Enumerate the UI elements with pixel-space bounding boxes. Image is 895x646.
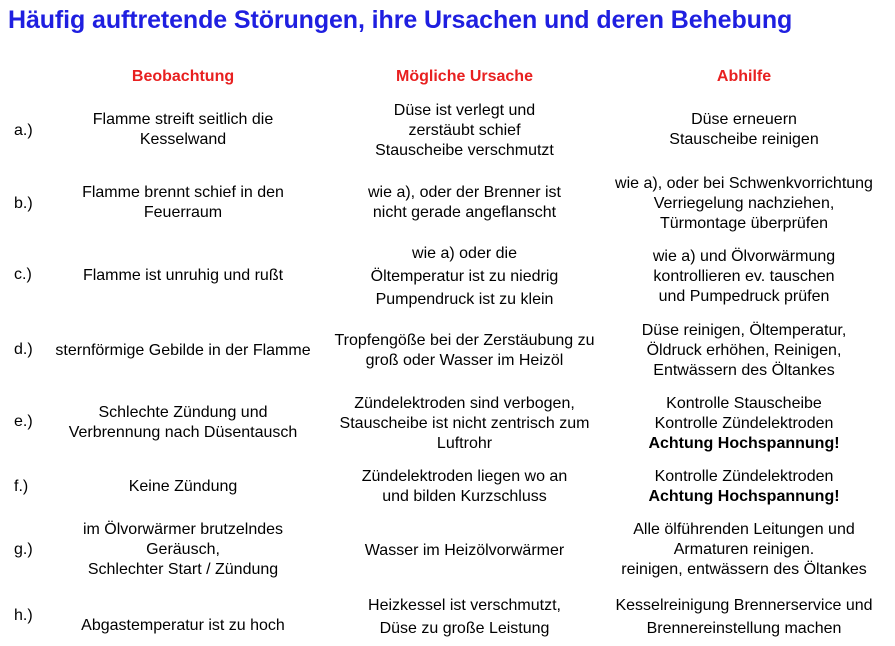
- observation-line: Geräusch,: [146, 541, 220, 558]
- remedy-line: Alle ölführenden Leitungen und: [633, 521, 855, 538]
- observation-line: Schlechter Start / Zündung: [87, 561, 279, 578]
- remedy-line: Kontrolle Zündelektroden: [654, 415, 834, 432]
- cause-cell: [322, 101, 607, 161]
- remedy-line: und Pumpedruck prüfen: [658, 288, 830, 305]
- observation-cell: [40, 520, 326, 580]
- row-letter: g.): [14, 541, 33, 558]
- observation-line: im Ölvorwärmer brutzelndes: [82, 521, 284, 538]
- observation-line: Flamme ist unruhig und rußt: [82, 267, 284, 284]
- cause-line: Öltemperatur ist zu niedrig: [370, 268, 559, 285]
- cause-line: Düse zu große Leistung: [379, 620, 550, 637]
- high-voltage-warning: Achtung Hochspannung!: [648, 435, 840, 452]
- remedy-line: Türmontage überprüfen: [659, 215, 829, 232]
- remedy-cell: [600, 247, 888, 307]
- row-letter: h.): [14, 607, 33, 624]
- header-cause: Mögliche Ursache: [396, 68, 533, 85]
- remedy-line: wie a) und Ölvorwärmung: [652, 248, 836, 265]
- high-voltage-warning: Achtung Hochspannung!: [648, 488, 840, 505]
- remedy-cell: [600, 110, 888, 150]
- remedy-cell: [600, 174, 888, 234]
- remedy-line: Öldruck erhöhen, Reinigen,: [646, 342, 842, 359]
- observation-cell: [40, 341, 326, 361]
- observation-cell: [40, 477, 326, 497]
- remedy-line: Entwässern des Öltankes: [653, 362, 835, 379]
- cause-line: Heizkessel ist verschmutzt,: [368, 597, 561, 614]
- cause-line: groß oder Wasser im Heizöl: [365, 352, 564, 369]
- remedy-line: Verriegelung nachziehen,: [653, 195, 835, 212]
- remedy-cell: [600, 394, 888, 454]
- observation-line: Kesselwand: [139, 131, 227, 148]
- page-title: Häufig auftretende Störungen, ihre Ursachen und deren Behebung: [8, 6, 793, 34]
- cause-cell: [322, 541, 607, 561]
- observation-line: Verbrennung nach Düsentausch: [68, 424, 298, 441]
- cause-line: Luftrohr: [436, 435, 493, 452]
- cause-line: Stauscheibe ist nicht zentrisch zum: [339, 415, 590, 432]
- cause-line: Stauscheibe verschmutzt: [375, 142, 554, 159]
- remedy-line: wie a), oder bei Schwenkvorrichtung: [615, 175, 873, 192]
- cause-line: Tropfengöße bei der Zerstäubung zu: [334, 332, 595, 349]
- remedy-cell: [600, 594, 888, 640]
- cause-line: nicht gerade angeflanscht: [372, 204, 557, 221]
- remedy-cell: [600, 321, 888, 381]
- row-letter: a.): [14, 122, 33, 139]
- observation-line: Abgastemperatur ist zu hoch: [81, 617, 285, 634]
- remedy-line: Kesselreinigung Brennerservice und: [615, 597, 873, 614]
- cause-line: Zündelektroden sind verbogen,: [354, 395, 575, 412]
- observation-line: Flamme streift seitlich die: [92, 111, 274, 128]
- row-letter: d.): [14, 341, 33, 358]
- cause-cell: [322, 594, 607, 640]
- cause-cell: [322, 394, 607, 454]
- header-remedy: Abhilfe: [716, 68, 772, 85]
- observation-line: Flamme brennt schief in den: [82, 184, 284, 201]
- observation-line: sternförmige Gebilde in der Flamme: [55, 342, 311, 359]
- remedy-line: kontrollieren ev. tauschen: [653, 268, 835, 285]
- observation-cell: [40, 616, 326, 636]
- observation-line: Schlechte Zündung und: [98, 404, 268, 421]
- row-letter: b.): [14, 195, 33, 212]
- observation-cell: [40, 266, 326, 286]
- cause-cell: [322, 242, 607, 311]
- observation-line: Keine Zündung: [128, 478, 238, 495]
- cause-line: Pumpendruck ist zu klein: [375, 291, 554, 308]
- observation-cell: [40, 183, 326, 223]
- cause-line: wie a) oder die: [412, 245, 517, 262]
- remedy-line: Kontrolle Zündelektroden: [654, 468, 834, 485]
- observation-cell: [40, 403, 326, 443]
- remedy-line: Düse reinigen, Öltemperatur,: [641, 322, 847, 339]
- cause-cell: [322, 467, 607, 507]
- remedy-line: Stauscheibe reinigen: [669, 131, 819, 148]
- remedy-line: Brennereinstellung machen: [646, 620, 842, 637]
- cause-line: und bilden Kurzschluss: [382, 488, 547, 505]
- cause-cell: [322, 331, 607, 371]
- header-observation: Beobachtung: [131, 68, 235, 85]
- remedy-line: Armaturen reinigen.: [673, 541, 815, 558]
- cause-line: Zündelektroden liegen wo an: [361, 468, 568, 485]
- cause-line: Wasser im Heizölvorwärmer: [364, 542, 565, 559]
- cause-line: zerstäubt schief: [408, 122, 521, 139]
- remedy-cell: [600, 467, 888, 507]
- cause-cell: [322, 183, 607, 223]
- remedy-line: reinigen, entwässern des Öltankes: [621, 561, 867, 578]
- cause-line: Düse ist verlegt und: [393, 102, 536, 119]
- observation-cell: [40, 110, 326, 150]
- row-letter: c.): [14, 266, 32, 283]
- remedy-line: Düse erneuern: [691, 111, 797, 128]
- remedy-line: Kontrolle Stauscheibe: [666, 395, 822, 412]
- cause-line: wie a), oder der Brenner ist: [368, 184, 561, 201]
- row-letter: f.): [14, 478, 29, 495]
- observation-line: Feuerraum: [143, 204, 223, 221]
- remedy-cell: [600, 520, 888, 580]
- row-letter: e.): [14, 413, 33, 430]
